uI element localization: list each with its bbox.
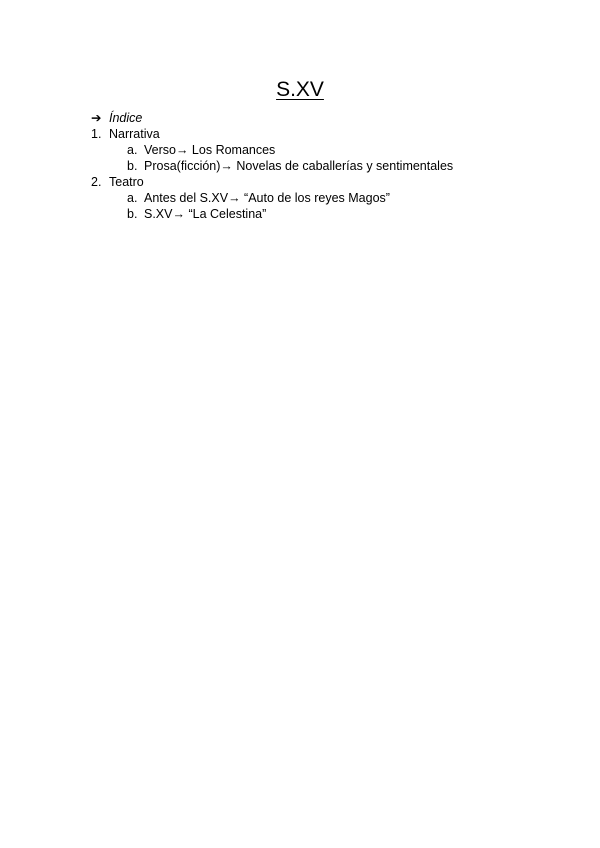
item-text: Antes del S.XV→ “Auto de los reyes Magos” [144,191,390,205]
item-text: Verso→ Los Romances [144,143,276,157]
arrow-right-icon: ➔ [91,111,102,125]
list-letter: a. [127,143,138,157]
item-text: Prosa(ficción)→ Novelas de caballerías y sentimentales [144,159,454,173]
section-label: Narrativa [109,127,160,141]
list-letter: b. [127,159,138,173]
list-number: 2. [91,175,102,189]
page-title: S.XV [276,78,324,101]
section-label: Teatro [109,175,144,189]
list-letter: a. [127,191,138,205]
index-line [91,110,142,126]
index-label: Índice [109,111,143,125]
list-item-section-2-a [127,190,390,206]
list-item-section-2-b [127,206,266,222]
list-item-section-1-a [127,142,275,158]
list-letter: b. [127,207,138,221]
list-number: 1. [91,127,102,141]
list-item-section-1 [91,126,160,142]
item-text: S.XV→ “La Celestina” [144,207,267,221]
list-item-section-1-b [127,158,453,174]
list-item-section-2 [91,174,144,190]
